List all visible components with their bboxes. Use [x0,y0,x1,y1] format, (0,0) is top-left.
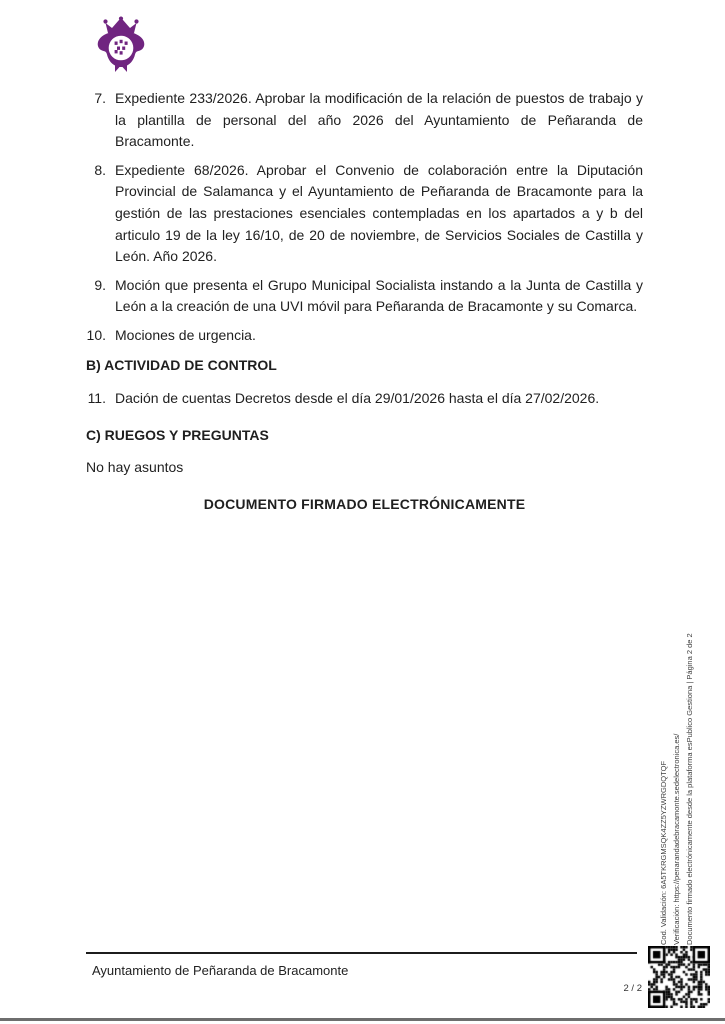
item-text: Dación de cuentas Decretos desde el día 29/01/2026 hasta el día 27/02/2026. [115,390,600,407]
item-text: Mociones de urgencia. [115,326,256,343]
footer-organization: Ayuntamiento de Peñaranda de Bracamonte [92,963,349,978]
item-number: 9. [94,276,106,293]
agenda-item-11 [86,388,643,410]
no-matters-text: No hay asuntos [86,458,184,475]
item-number: 10. [86,326,106,343]
signature-notice: DOCUMENTO FIRMADO ELECTRÓNICAMENTE [203,495,526,512]
item-text: Moción que presenta el Grupo Municipal Socialista instando a la Junta de Castilla y León a la creación de una UVI móvil para Peñaranda de Bracamonte y su Comarca. [115,276,643,315]
section-c-heading: C) RUEGOS Y PREGUNTAS [86,427,269,444]
qr-code [648,946,710,1008]
item-number: 7. [94,90,106,106]
document-body [86,88,643,515]
item-text: Expediente 233/2026. Aprobar la modificación de la relación de puestos de trabajo y la plantilla de personal del año 2026 del Ayuntamiento de Peñaranda de Bracamonte. [115,90,643,150]
item-text: Expediente 68/2026. Aprobar el Convenio de colaboración entre la Diputación Provincial de Salamanca y el Ayuntamiento de Peñaranda de Bracamonte para la gestión de las prestaciones esenciales contempladas en los apartados a y b del articulo 19 de la ley 16/10, de 20 de noviembre, de Servicios Sociales de Castilla y León. Año 2026. [115,161,643,265]
platform-signature-line: Documento firmado electrónicamente desde la plataforma esPublico Gestiona | Página 2 de 2 [685,633,695,945]
agenda-item-8 [86,160,643,269]
side-validation-text [657,618,697,945]
agenda-item-7 [86,88,643,153]
municipal-crest-logo [95,16,147,76]
section-b-heading: B) ACTIVIDAD DE CONTROL [86,356,277,373]
crest-icon [95,16,147,76]
validation-code-line: Cod. Validación: 6A5TKRGMSQK4ZZ5YZWRGDQTQF [659,760,668,945]
item-number: 8. [94,161,106,178]
verification-url-line: Verificación: https://penarandadebracamonte.sedelectronica.es/ [672,733,682,945]
item-number: 11. [87,390,106,407]
agenda-item-10 [86,325,643,347]
agenda-item-9 [86,275,643,318]
page-bottom-edge [0,1018,725,1021]
footer-divider [86,952,637,954]
page-indicator: 2 / 2 [623,983,642,994]
